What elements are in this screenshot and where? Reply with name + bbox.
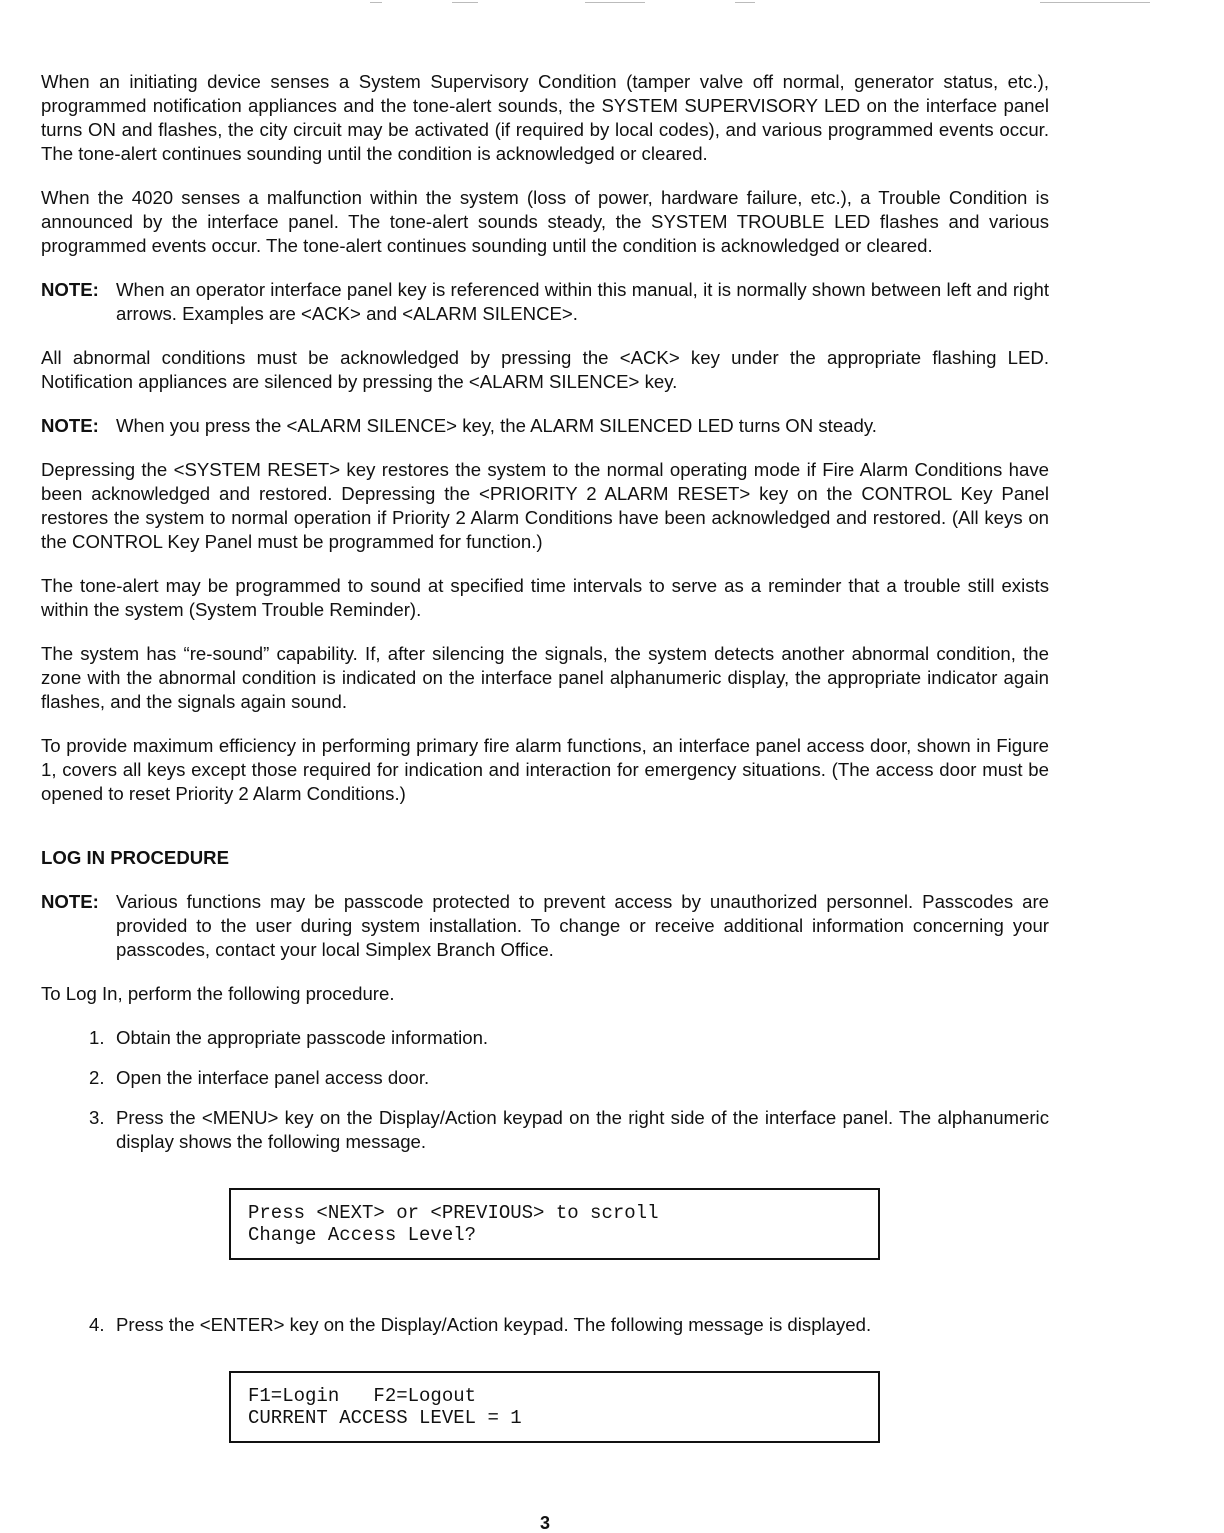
paragraph-resound: The system has “re-sound” capability. If, after silencing the signals, the system detects another abnormal condition, the zone with the abnormal condition is indicated on the interface panel alphanumeric display, the appropriate indicator again flashes, and the signals again sound.: [41, 643, 1049, 712]
step-number: 4.: [89, 1314, 105, 1335]
note-label: NOTE:: [41, 279, 99, 300]
list-item: [89, 1066, 1049, 1090]
step-text: Press the <MENU> key on the Display/Action keypad on the right side of the interface panel. The alphanumeric display shows the following message.: [116, 1107, 1049, 1152]
note-text: When an operator interface panel key is referenced within this manual, it is normally shown between left and right arrows. Examples are <ACK> and <ALARM SILENCE>.: [116, 279, 1049, 324]
note-label: NOTE:: [41, 891, 99, 912]
paragraph-reset: Depressing the <SYSTEM RESET> key restores the system to the normal operating mode if Fire Alarm Conditions have been acknowledged and restored. Depressing the <PRIORITY 2 ALARM RESET> key on the CONTROL Key Panel restores the system to normal operation if Priority 2 Alarm Conditions have been acknowledged and restored. (All keys on the CONTROL Key Panel must be programmed for function.): [41, 459, 1049, 552]
alphanumeric-display-login: [229, 1371, 880, 1443]
list-item: [89, 1106, 1049, 1154]
paragraph-access-door: To provide maximum efficiency in performing primary fire alarm functions, an interface panel access door, shown in Figure 1, covers all keys except those required for indication and interaction for emergency situations. (The access door must be opened to reset Priority 2 Alarm Conditions.): [41, 735, 1049, 804]
page-number: 3: [539, 1513, 550, 1533]
display-line: F1=Login F2=Logout: [248, 1385, 477, 1407]
step-number: 1.: [89, 1027, 105, 1048]
section-heading-login: LOG IN PROCEDURE: [41, 847, 230, 868]
display-line: Press <NEXT> or <PREVIOUS> to scroll: [248, 1202, 659, 1224]
step-number: 2.: [89, 1067, 105, 1088]
paragraph-trouble: When the 4020 senses a malfunction within the system (loss of power, hardware failure, etc.), a Trouble Condition is announced by the interface panel. The tone-alert sounds steady, the SYSTEM TROUBLE LED flashes and various programmed events occur. The tone-alert continues sounding until the condition is acknowledged or cleared.: [41, 187, 1049, 256]
paragraph-reminder: The tone-alert may be programmed to sound at specified time intervals to serve as a reminder that a trouble still exists within the system (System Trouble Reminder).: [41, 575, 1049, 620]
note-text: When you press the <ALARM SILENCE> key, the ALARM SILENCED LED turns ON steady.: [116, 415, 877, 436]
paragraph-acknowledge: All abnormal conditions must be acknowledged by pressing the <ACK> key under the appropriate flashing LED. Notification appliances are silenced by pressing the <ALARM SILENCE> key.: [41, 347, 1049, 392]
display-line: CURRENT ACCESS LEVEL = 1: [248, 1407, 522, 1429]
list-item: [89, 1026, 1049, 1050]
alphanumeric-display-menu: [229, 1188, 880, 1260]
step-number: 3.: [89, 1107, 105, 1128]
scan-artifacts: [0, 2, 1224, 5]
note-text: Various functions may be passcode protected to prevent access by unauthorized personnel. Passcodes are provided to the user during system installation. To change or receive additional information concerning your passcodes, contact your local Simplex Branch Office.: [116, 891, 1049, 960]
step-text: Obtain the appropriate passcode information.: [116, 1027, 489, 1048]
paragraph-supervisory: When an initiating device senses a System Supervisory Condition (tamper valve off normal, generator status, etc.), programmed notification appliances and the tone-alert sounds, the SYSTEM SUPERVISORY LED on the interface panel turns ON and flashes, the city circuit may be activated (if required by local codes), and various programmed events occur. The tone-alert continues sounding until the condition is acknowledged or cleared.: [41, 71, 1049, 164]
note-alarm-silence: [41, 414, 1049, 438]
login-intro: To Log In, perform the following procedure.: [41, 983, 395, 1004]
note-key-reference: [41, 278, 1049, 326]
step-text: Press the <ENTER> key on the Display/Action keypad. The following message is displayed.: [116, 1314, 872, 1335]
display-line: Change Access Level?: [248, 1224, 477, 1246]
note-passcode: [41, 890, 1049, 962]
step-text: Open the interface panel access door.: [116, 1067, 430, 1088]
document-page: [41, 70, 1049, 1443]
list-item: [89, 1313, 1049, 1337]
note-label: NOTE:: [41, 415, 99, 436]
